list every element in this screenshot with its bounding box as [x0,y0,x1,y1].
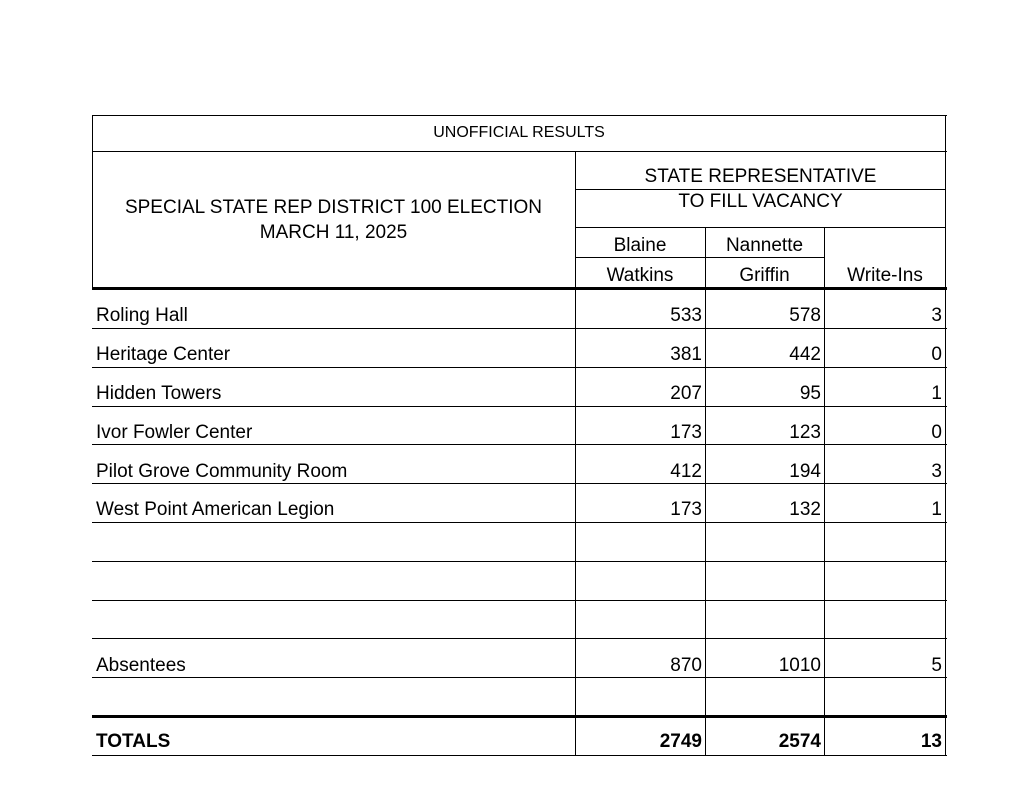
row-border [92,444,947,445]
election-date: MARCH 11, 2025 [259,222,408,243]
griffin-total: 2574 [778,731,821,752]
griffin-votes: 95 [799,383,821,404]
candidate-name-divider [575,257,825,258]
row-border [92,638,947,639]
write-in-votes: 0 [931,344,942,365]
griffin-votes: 578 [789,305,821,326]
totals-label: TOTALS [96,731,171,752]
griffin-votes: 442 [789,344,821,365]
election-title: SPECIAL STATE REP DISTRICT 100 ELECTION [124,197,543,218]
candidate-last-name: Watkins [606,265,674,286]
race-bottom-border [575,227,946,228]
write-in-votes: 3 [931,461,942,482]
write-ins-total: 13 [920,731,942,752]
row-border [92,406,947,407]
griffin-votes: 194 [789,461,821,482]
candidate-first-name: Blaine [613,235,667,256]
griffin-votes: 123 [789,422,821,443]
watkins-votes: 381 [670,344,702,365]
row-border [92,483,947,484]
candidate-first-name: Nannette [725,235,804,256]
row-border [92,328,947,329]
race-title: STATE REPRESENTATIVE [644,166,877,187]
race-line-divider [575,189,946,190]
write-in-votes: 1 [931,499,942,520]
griffin-votes: 1010 [778,655,821,676]
location-label: Hidden Towers [96,383,222,404]
watkins-votes: 173 [670,499,702,520]
watkins-votes: 533 [670,305,702,326]
row-border [92,522,947,523]
watkins-votes: 207 [670,383,702,404]
frame-top-border [92,115,947,116]
location-label: West Point American Legion [96,499,335,520]
watkins-votes: 173 [670,422,702,443]
location-label: Roling Hall [96,305,188,326]
header-bottom-border [92,287,947,290]
write-in-votes: 3 [931,305,942,326]
banner-bottom-border [92,151,947,152]
write-in-votes: 5 [931,655,942,676]
write-ins-header: Write-Ins [847,265,923,286]
write-in-votes: 1 [931,383,942,404]
location-label: Heritage Center [96,344,231,365]
totals-bottom-border [92,755,947,756]
race-subtitle: TO FILL VACANCY [678,191,843,212]
row-border [92,561,947,562]
write-in-votes: 0 [931,422,942,443]
totals-top-border [92,715,947,718]
griffin-votes: 132 [789,499,821,520]
location-label: Pilot Grove Community Room [96,461,348,482]
row-border [92,600,947,601]
watkins-votes: 870 [670,655,702,676]
candidate-last-name: Griffin [739,265,790,286]
location-label: Ivor Fowler Center [96,422,253,443]
watkins-total: 2749 [659,731,702,752]
watkins-votes: 412 [670,461,702,482]
banner-title: UNOFFICIAL RESULTS [433,124,605,141]
location-label: Absentees [96,655,186,676]
row-border [92,367,947,368]
body-right-border [945,289,946,756]
row-border [92,677,947,678]
